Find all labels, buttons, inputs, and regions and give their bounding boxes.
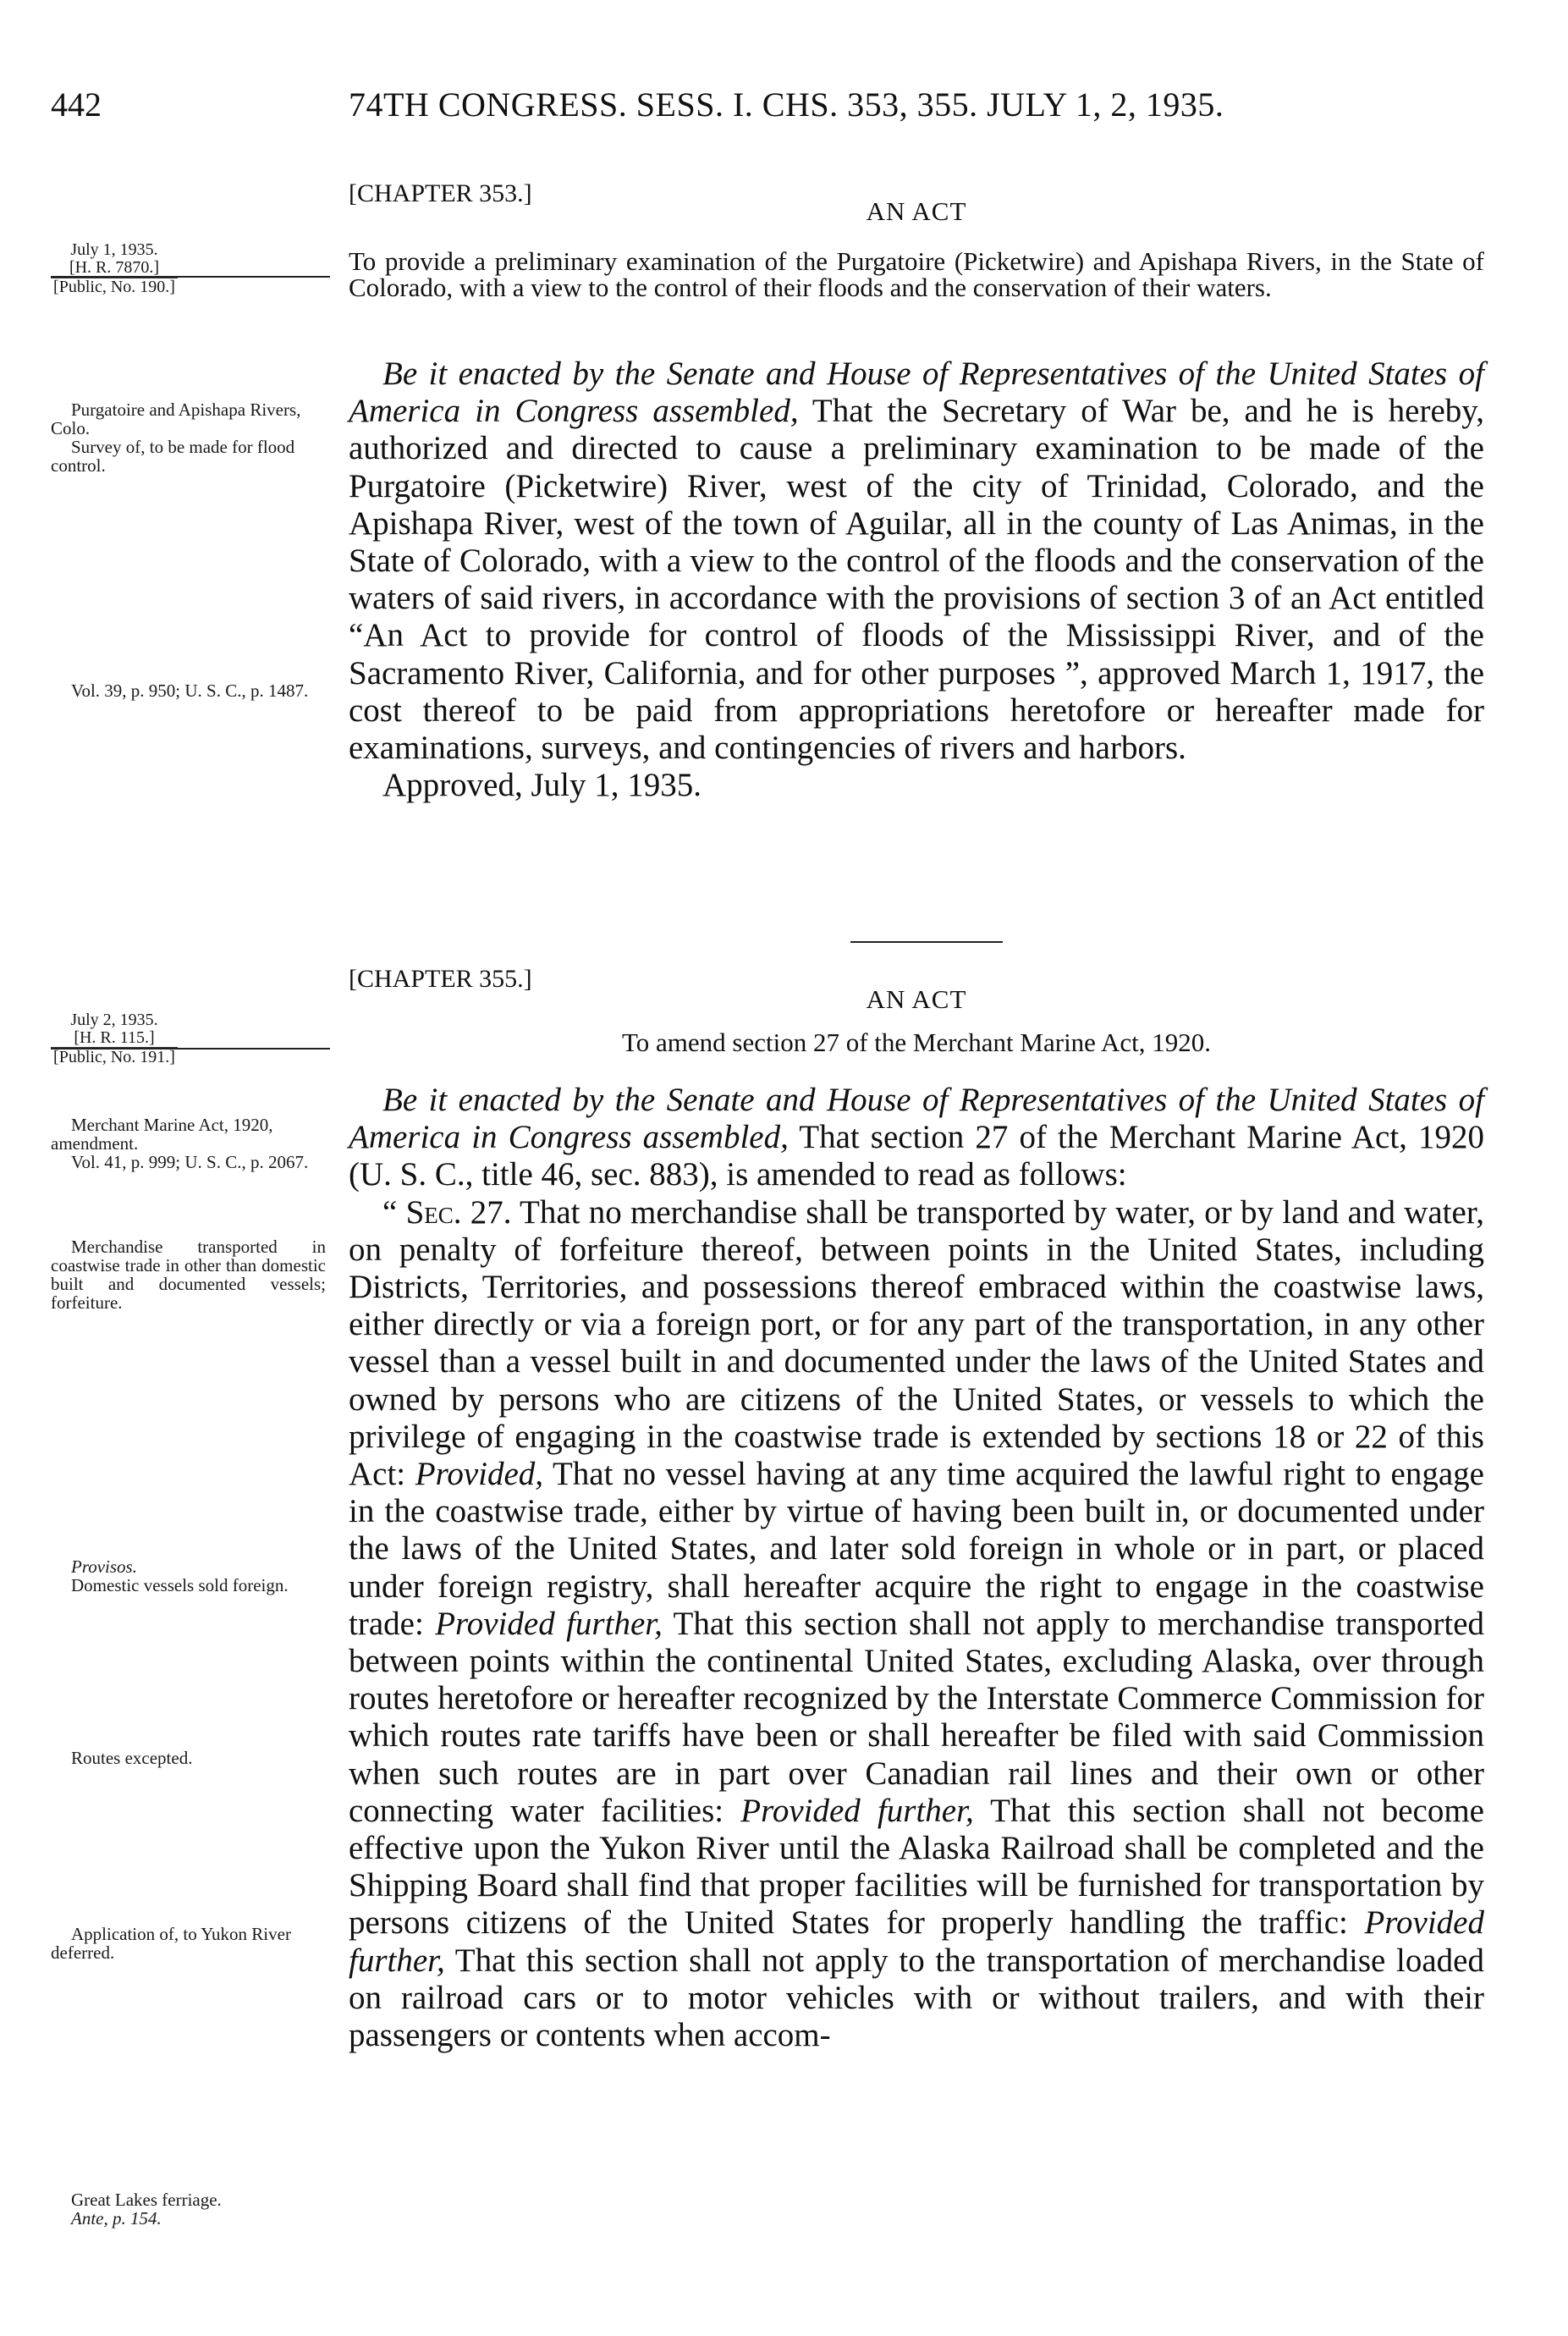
ch355-note-domestic: Domestic vessels sold foreign. — [71, 1575, 289, 1595]
ch355-section-27 — [349, 1194, 1484, 2055]
ch355-an-act: AN ACT — [866, 984, 967, 1014]
ch355-hr: [H. R. 115.] — [74, 1028, 155, 1047]
ch355-note-yukon: Application of, to Yukon River deferred. — [51, 1924, 291, 1963]
page-number: 442 — [51, 85, 102, 124]
ch355-sec-text-1: 27. That no merchandise shall be transported by water, or by land and water, on penalty of forfeiture thereof, between points in the United States, including Districts, Territories, and possessions thereof embraced within the coastwise laws, either directly or via a foreign port, or for any part of the transportation, in any other vessel than a vessel built in and documented under the laws of the United States and owned by persons who are citizens of the United States, or vessels to which the privilege of engaging in the coastwise trade is extended by sections 18 or 22 of this Act: — [349, 1193, 1484, 1493]
ch353-body — [349, 355, 1484, 804]
ch353-enacting-paragraph — [349, 355, 1484, 767]
ch353-title-text: To provide a preliminary examination of the Purgatoire (Picketwire) and Apishapa Rivers, in the State of Colorado, with a view to the control of their floods and the conservation of their waters. — [349, 246, 1484, 302]
ch355-provided-4: Provided further, — [349, 1904, 1484, 1979]
ch353-title — [349, 248, 1484, 300]
ch353-note-vol: Vol. 39, p. 950; U. S. C., p. 1487. — [71, 680, 309, 701]
ch355-provided-2: Provided further, — [435, 1605, 663, 1642]
ch355-note-merchandise: Merchandise transported in coastwise trade in other than domestic built and documented vessels; forfeiture. — [51, 1237, 326, 1313]
ch355-sec-text-5: That this section shall not apply to the transportation of merchandise loaded on railroad cars or to motor vehicles with or without trailers, and with their passengers or contents when accom- — [349, 1942, 1484, 2054]
ch355-note-ferriage: Great Lakes ferriage. — [71, 2190, 222, 2210]
ch353-note-survey: Survey of, to be made for flood control. — [51, 437, 295, 476]
ch355-body — [349, 1082, 1484, 2054]
ch353-an-act: AN ACT — [866, 196, 967, 226]
ch355-date: July 2, 1935. — [70, 1011, 158, 1029]
ch355-public-law: [Public, No. 191.] — [51, 1047, 178, 1066]
ch355-margin-notes-proviso — [51, 1557, 326, 1595]
ch355-margin-rule — [51, 1048, 330, 1050]
ch355-enacting-text: That section 27 of the Merchant Marine Act, 1920 (U. S. C., title 46, sec. 883), is amended to read as follows: — [349, 1119, 1484, 1193]
ch355-enacting-clause: Be it enacted by the Senate and House of Representatives of the United States of America in Congress assembled, — [349, 1082, 1484, 1156]
ch353-margin-note-vol — [51, 681, 326, 700]
ch355-enacting-paragraph — [349, 1082, 1484, 1194]
chapter-355-heading: [CHAPTER 355.] — [349, 965, 532, 993]
ch353-enacting-clause: Be it enacted by the Senate and House of Representatives of the United States of America in Congress assembled, — [349, 355, 1484, 430]
ch355-open-quote: “ — [382, 1193, 406, 1231]
ch355-note-routes: Routes excepted. — [71, 1748, 193, 1768]
ch353-note-rivers: Purgatoire and Apishapa Rivers, Colo. — [51, 399, 301, 438]
ch355-provided-1: Provided, — [415, 1456, 544, 1493]
ch353-approved: Approved, July 1, 1935. — [382, 767, 701, 804]
chapter-separator-rule — [850, 941, 1003, 943]
ch355-sec-text-3: That this section shall not apply to merchandise transported between points within the continental United States, excluding Alaska, over through routes heretofore or hereafter recognized by the Interstate Commerce Commission for which routes rate tariffs have been or shall hereafter be filed with said Commission when such routes are in part over Canadian rail lines and their own or other connecting water facilities: — [349, 1605, 1484, 1829]
ch353-body-text: That the Secretary of War be, and he is hereby, authorized and directed to cause a preliminary examination to be made of the Purgatoire (Picketwire) River, west of the city of Trinidad, Colorado, and the Apishapa River, west of the town of Aguilar, all in the county of Las Animas, in the State of Colorado, with a view to the control of the floods and the conservation of the waters of said rivers, in accordance with the provisions of section 3 of an Act entitled “An Act to provide for control of floods of the Mississippi River, and of the Sacramento River, California, and for other purposes ”, approved March 1, 1917, the cost thereof to be paid from appropriations heretofore or hereafter made for examinations, surveys, and contingencies of rivers and harbors. — [349, 393, 1485, 767]
ch355-sec-text-2: That no vessel having at any time acquired the lawful right to engage in the coastwise trade, either by virtue of having been built in, or documented under the laws of the United States, and later sold foreign in whole or in part, or placed under foreign registry, shall hereafter acquire the right to engage in the coastwise trade: — [349, 1456, 1484, 1642]
ch355-margin-citation — [51, 1011, 326, 1066]
chapter-353-heading: [CHAPTER 353.] — [349, 179, 532, 207]
ch353-margin-note-rivers — [51, 400, 326, 475]
ch353-margin-rule — [51, 276, 330, 278]
ch355-provided-3: Provided further, — [740, 1792, 974, 1829]
ch355-margin-notes-lakes — [51, 2190, 326, 2228]
ch355-note-amendment: Merchant Marine Act, 1920, amendment. — [51, 1115, 273, 1154]
ch355-sec-text-4: That this section shall not become effective upon the Yukon River until the Alaska Railroad shall be completed and the Shipping Board shall find that proper facilities will be furnished for transportation by persons citizens of the United States for properly handling the traffic: — [349, 1792, 1484, 1942]
ch353-date: July 1, 1935. — [70, 240, 158, 259]
running-title: 74TH CONGRESS. SESS. I. CHS. 353, 355. JULY 1, 2, 1935. — [349, 85, 1224, 124]
ch355-note-vol: Vol. 41, p. 999; U. S. C., p. 2067. — [71, 1152, 309, 1172]
ch355-margin-notes-yukon — [51, 1925, 326, 1962]
ch355-note-provisos: Provisos. — [71, 1556, 137, 1577]
ch355-title: To amend section 27 of the Merchant Marine Act, 1920. — [621, 1028, 1211, 1057]
ch355-sec-label: Sec. — [405, 1193, 462, 1231]
ch353-margin-citation — [51, 241, 326, 296]
ch355-margin-notes-amend — [51, 1116, 326, 1171]
ch355-note-ante: Ante, p. 154. — [71, 2208, 162, 2229]
ch353-public-law: [Public, No. 190.] — [51, 277, 178, 296]
ch353-hr: [H. R. 7870.] — [69, 258, 160, 277]
ch355-margin-notes-merch — [51, 1237, 326, 1312]
